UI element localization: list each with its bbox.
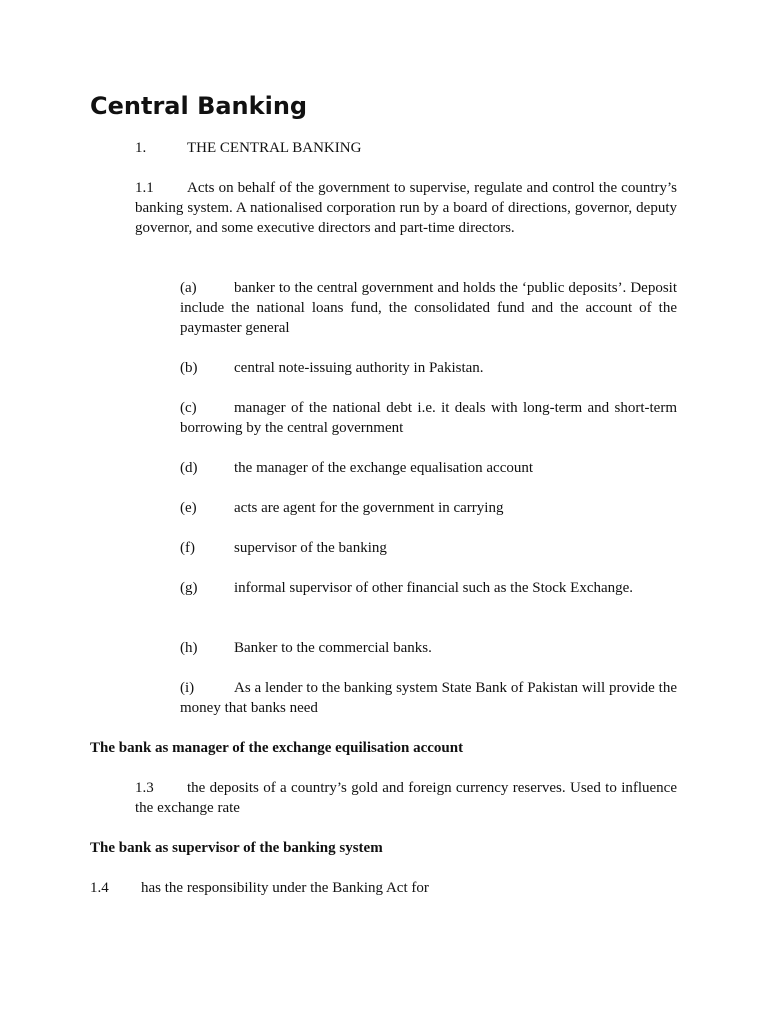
list-item-text: acts are agent for the government in carrying [234,500,504,516]
list-item-g [180,578,677,598]
paragraph-text: Acts on behalf of the government to supervise, regulate and control the country’s banking system. A nationalised corporation run by a board of directions, governor, deputy governor, and some executive directors and part-time directors. [135,180,677,237]
paragraph-1-3 [135,778,677,818]
paragraph-number: 1.1 [135,180,154,196]
list-item-label: (f) [180,540,195,556]
list-item-text: the manager of the exchange equalisation account [234,460,534,476]
list-item-label: (h) [180,640,198,656]
paragraph-1-1 [135,178,677,239]
list-item-text: manager of the national debt i.e. it deals with long-term and short-term borrowing by the central government [180,400,677,437]
heading-banking-supervisor: The bank as supervisor of the banking system [90,840,383,856]
list-item-text: As a lender to the banking system State Bank of Pakistan will provide the money that banks need [180,680,677,717]
heading-exchange-account: The bank as manager of the exchange equilisation account [90,740,464,756]
list-item-text: banker to the central government and holds the ‘public deposits’. Deposit include the national loans fund, the consolidated fund and the account of the paymaster general [180,280,677,337]
section-number: 1. [135,140,147,156]
list-item-label: (e) [180,500,197,516]
list-item-i [180,678,677,718]
list-item-b [180,358,677,378]
list-item-label: (c) [180,400,197,416]
list-item-text: central note-issuing authority in Pakistan. [234,360,484,376]
list-item-label: (i) [180,680,195,696]
list-item-text: supervisor of the banking [234,540,387,556]
list-item-f [180,538,677,558]
list-item-text: Banker to the commercial banks. [234,640,432,656]
list-item-e [180,498,677,518]
list-item-label: (d) [180,460,198,476]
list-item-label: (a) [180,280,197,296]
list-item-c [180,398,677,438]
section-title: THE CENTRAL BANKING [187,140,362,156]
list-item-a [180,278,677,339]
list-item-label: (g) [180,580,198,596]
paragraph-1-4 [90,878,677,898]
paragraph-number: 1.3 [135,780,154,796]
paragraph-text: has the responsibility under the Banking Act for [141,880,429,896]
list-item-label: (b) [180,360,198,376]
document-title: Central Banking [90,92,308,120]
paragraph-number: 1.4 [90,880,109,896]
paragraph-text: the deposits of a country’s gold and foreign currency reserves. Used to influence the exchange rate [135,780,677,817]
list-item-h [180,638,677,658]
section-heading [135,138,361,158]
list-item-d [180,458,677,478]
list-item-text: informal supervisor of other financial such as the Stock Exchange. [234,580,634,596]
